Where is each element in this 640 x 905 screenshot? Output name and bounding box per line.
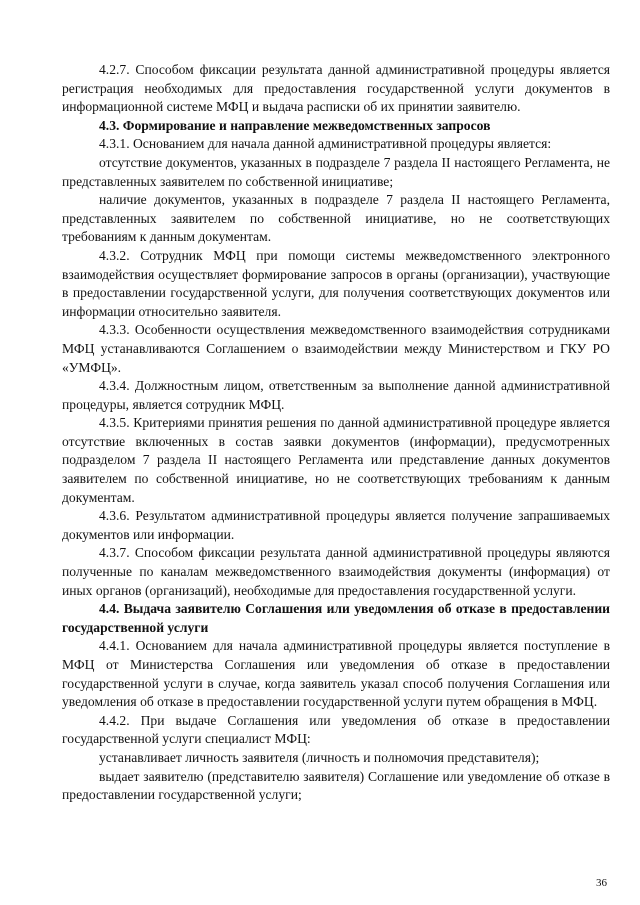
paragraph-4-3-1: 4.3.1. Основанием для начала данной административной процедуры является: [99, 136, 552, 152]
paragraph-4-3-3: 4.3.3. Особенности осуществления межведомственного взаимодействия сотрудниками МФЦ устанавливаются Соглашением о взаимодействии между Министерством и ГКУ РО «УМФЦ». [62, 322, 610, 375]
paragraph-4-4-2-item-2: выдает заявителю (представителю заявителя) Соглашение или уведомление об отказе в предоставлении государственной услуги; [62, 768, 610, 803]
document-body [62, 61, 610, 805]
paragraph-4-4-2-item-1: устанавливает личность заявителя (личность и полномочия представителя); [99, 749, 540, 765]
paragraph-4-3-5: 4.3.5. Критериями принятия решения по данной административной процедуре является отсутствие включенных в состав заявки документов (информации), предусмотренных подразделом 7 раздела II настоящего Регламента или представление данных документов заявителем по собственной инициативе, но не соответствующих требованиям к данным документам. [62, 415, 610, 505]
paragraph-4-3-4: 4.3.4. Должностным лицом, ответственным за выполнение данной административной процедуры, является сотрудник МФЦ. [62, 378, 610, 412]
paragraph-4-4-1: 4.4.1. Основанием для начала административной процедуры является поступление в МФЦ от Министерства Соглашения или уведомления об отказе в предоставлении государственной услуги в случае, когда заявитель указал способ получения Соглашения или уведомления об отказе в предоставлении государственной услуги путем обращения в МФЦ. [62, 638, 610, 710]
page-number: 36 [596, 877, 607, 889]
paragraph-4-3-1-item-2: наличие документов, указанных в подразделе 7 раздела II настоящего Регламента, представленных заявителем по собственной инициативе, но не соответствующих требованиям к данным документам. [62, 192, 610, 245]
paragraph-4-4-2: 4.4.2. При выдаче Соглашения или уведомления об отказе в предоставлении государственной услуги специалист МФЦ: [62, 712, 610, 747]
section-heading-4-4: 4.4. Выдача заявителю Соглашения или уведомления об отказе в предоставлении государственной услуги [62, 601, 610, 635]
section-heading-4-3: 4.3. Формирование и направление межведомственных запросов [99, 117, 491, 133]
paragraph-4-2-7: 4.2.7. Способом фиксации результата данной административной процедуры является регистрация необходимых для предоставления государственной услуги документов в информационной системе МФЦ и выдача расписки об их принятии заявителю. [62, 62, 610, 115]
paragraph-4-3-1-item-1: отсутствие документов, указанных в подразделе 7 раздела II настоящего Регламента, не представленных заявителем по собственной инициативе; [62, 154, 610, 189]
paragraph-4-3-2: 4.3.2. Сотрудник МФЦ при помощи системы межведомственного электронного взаимодействия осуществляет формирование запросов в органы (организации), участвующие в предоставлении государственной услуги, для получения соответствующих документов или информации относительно заявителя. [62, 247, 610, 319]
paragraph-4-3-6: 4.3.6. Результатом административной процедуры является получение запрашиваемых документов или информации. [62, 508, 610, 542]
paragraph-4-3-7: 4.3.7. Способом фиксации результата данной административной процедуры являются полученные по каналам межведомственного взаимодействия документы (информация) от иных органов (организаций), необходимые для предоставления государственной услуги. [62, 545, 610, 598]
